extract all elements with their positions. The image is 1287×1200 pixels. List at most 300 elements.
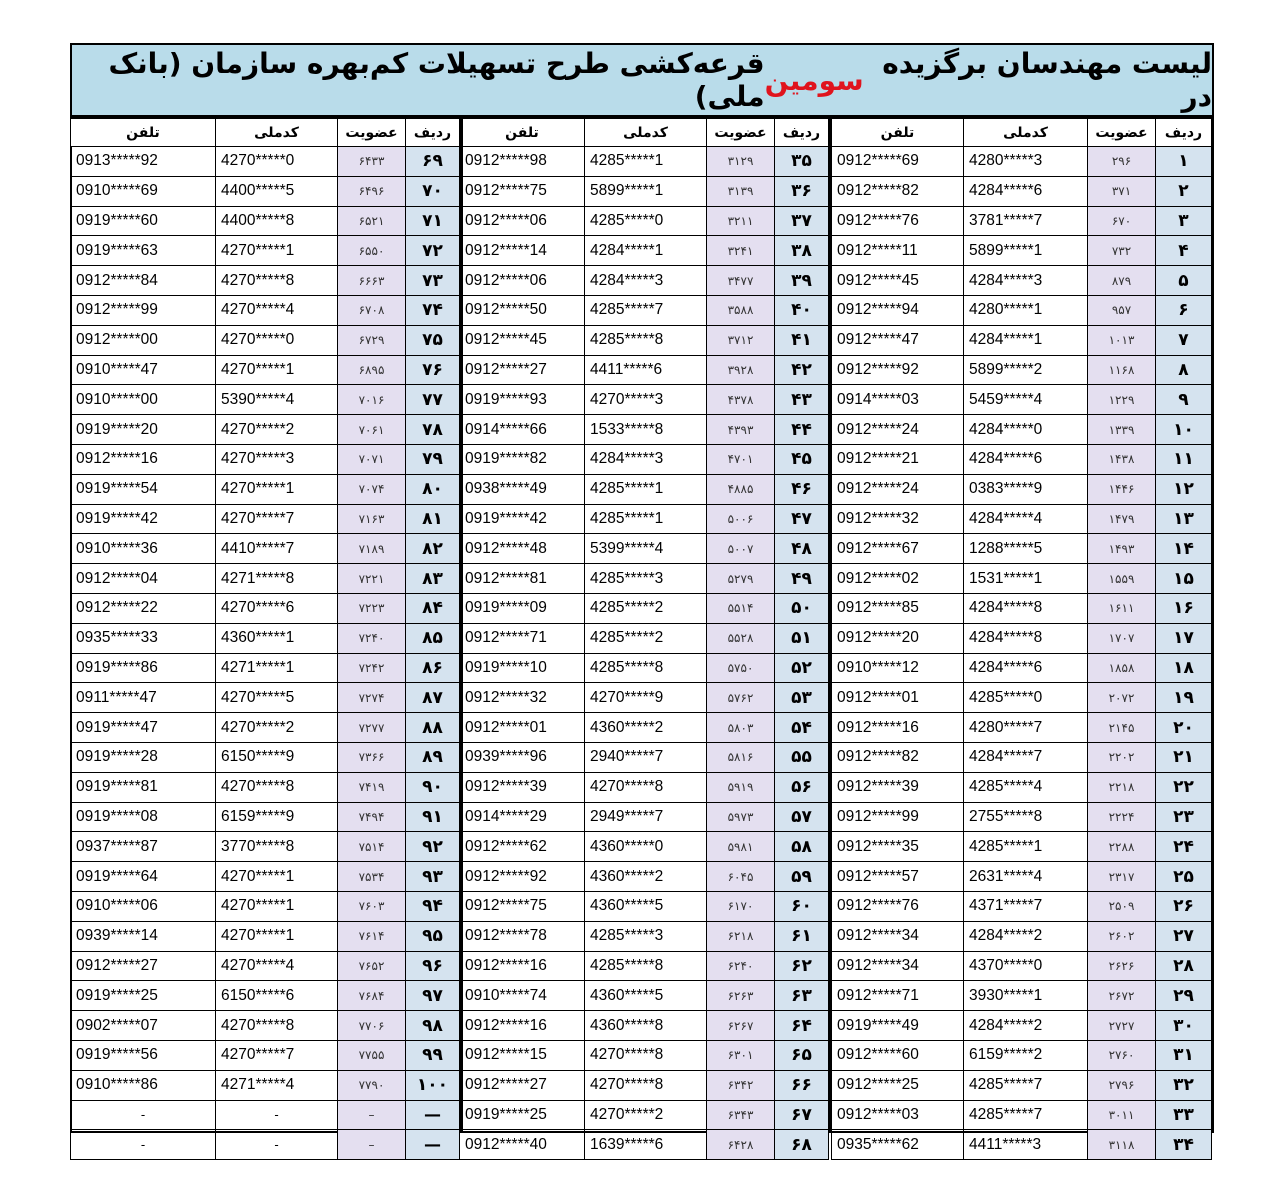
phone-cell: 0919*****60	[71, 206, 216, 236]
phone-cell: 0912*****06	[460, 206, 585, 236]
phone-cell: 0912*****84	[71, 266, 216, 296]
row-number-cell: ۵۸	[775, 832, 829, 862]
table-row	[832, 653, 1212, 683]
row-number-cell: ۲۳	[1156, 802, 1212, 832]
table-row	[832, 772, 1212, 802]
table-row	[460, 1040, 829, 1070]
table-row	[71, 832, 460, 862]
row-number-cell: ۸۱	[406, 504, 460, 534]
table-row	[71, 921, 460, 951]
row-number-cell: ۵۰	[775, 593, 829, 623]
row-number-cell: ۳۴	[1156, 1130, 1212, 1160]
table-row	[460, 236, 829, 266]
national-code-cell: 1533*****8	[585, 415, 707, 445]
row-number-cell: ۶۷	[775, 1100, 829, 1130]
national-code-cell: 4371*****7	[964, 891, 1088, 921]
phone-cell: 0912*****27	[460, 355, 585, 385]
row-number-cell: ۳	[1156, 206, 1212, 236]
national-code-cell: 4284*****6	[964, 444, 1088, 474]
membership-cell: ۹۵۷	[1088, 295, 1156, 325]
national-code-cell: 4285*****7	[964, 1070, 1088, 1100]
table-row	[460, 802, 829, 832]
membership-cell: ۳۱۱۸	[1088, 1130, 1156, 1160]
membership-cell: ۷۷۹۰	[338, 1070, 406, 1100]
membership-cell: –	[338, 1100, 406, 1130]
table-row	[832, 683, 1212, 713]
membership-cell: ۲۹۶	[1088, 147, 1156, 177]
phone-cell: -	[71, 1100, 216, 1130]
row-number-cell: ۳۰	[1156, 1011, 1212, 1041]
row-number-cell: ۱۶	[1156, 593, 1212, 623]
phone-cell: 0912*****71	[460, 623, 585, 653]
phone-cell: 0939*****96	[460, 742, 585, 772]
membership-cell: ۷۴۱۹	[338, 772, 406, 802]
national-code-cell: 4285*****8	[585, 653, 707, 683]
table-row	[460, 921, 829, 951]
table-row	[71, 295, 460, 325]
national-code-cell: 4270*****8	[216, 772, 338, 802]
table-row	[832, 534, 1212, 564]
phone-cell: 0919*****63	[71, 236, 216, 266]
phone-cell: 0919*****81	[71, 772, 216, 802]
phone-cell: 0912*****34	[832, 951, 964, 981]
phone-cell: 0919*****56	[71, 1040, 216, 1070]
table-row	[460, 981, 829, 1011]
header-row	[71, 119, 460, 147]
phone-cell: 0938*****49	[460, 474, 585, 504]
membership-cell: ۲۲۰۲	[1088, 742, 1156, 772]
national-code-cell: 4284*****6	[964, 653, 1088, 683]
table-row	[832, 147, 1212, 177]
phone-cell: 0912*****16	[832, 713, 964, 743]
row-number-cell: ۵۲	[775, 653, 829, 683]
membership-cell: ۳۹۲۸	[707, 355, 775, 385]
table-row	[460, 1130, 829, 1160]
row-number-cell: ۸۳	[406, 564, 460, 594]
row-number-cell: ۷	[1156, 325, 1212, 355]
row-number-cell: ۶۳	[775, 981, 829, 1011]
national-code-cell: 4270*****9	[585, 683, 707, 713]
row-number-cell: ۴۴	[775, 415, 829, 445]
row-number-cell: —	[406, 1100, 460, 1130]
winners-table	[459, 118, 829, 1160]
national-code-cell: 4360*****2	[585, 713, 707, 743]
phone-cell: 0919*****28	[71, 742, 216, 772]
row-number-cell: ۶۰	[775, 891, 829, 921]
row-number-cell: ۹۰	[406, 772, 460, 802]
membership-cell: ۲۰۷۲	[1088, 683, 1156, 713]
row-number-cell: ۶۵	[775, 1040, 829, 1070]
membership-cell: ۷۷۰۶	[338, 1011, 406, 1041]
row-number-cell: ۸۷	[406, 683, 460, 713]
row-number-cell: ۸۲	[406, 534, 460, 564]
membership-cell: ۶۲۶۷	[707, 1011, 775, 1041]
table-row	[71, 1130, 460, 1160]
phone-cell: 0912*****32	[832, 504, 964, 534]
table-row	[832, 862, 1212, 892]
membership-cell: ۷۰۱۶	[338, 385, 406, 415]
membership-cell: ۷۲۲۱	[338, 564, 406, 594]
national-code-cell: 5390*****4	[216, 385, 338, 415]
table-row	[832, 713, 1212, 743]
national-code-cell: 4270*****2	[216, 713, 338, 743]
phone-cell: 0912*****62	[460, 832, 585, 862]
table-row	[460, 1070, 829, 1100]
header-national-code: کدملی	[216, 119, 338, 147]
phone-cell: 0935*****62	[832, 1130, 964, 1160]
membership-cell: ۶۷۲۹	[338, 325, 406, 355]
national-code-cell: 4285*****2	[585, 623, 707, 653]
table-row	[71, 713, 460, 743]
table-blocks	[72, 118, 1212, 1155]
row-number-cell: ۹۷	[406, 981, 460, 1011]
phone-cell: 0912*****11	[832, 236, 964, 266]
table-row	[832, 1011, 1212, 1041]
table-row	[71, 415, 460, 445]
table-row	[460, 862, 829, 892]
row-number-cell: —	[406, 1130, 460, 1160]
phone-cell: 0902*****07	[71, 1011, 216, 1041]
national-code-cell: 4285*****0	[585, 206, 707, 236]
membership-cell: ۶۲۴۰	[707, 951, 775, 981]
table-row	[460, 832, 829, 862]
table-row	[832, 1070, 1212, 1100]
table-row	[460, 415, 829, 445]
membership-cell: ۶۰۴۵	[707, 862, 775, 892]
membership-cell: ۸۷۹	[1088, 266, 1156, 296]
membership-cell: ۲۵۰۹	[1088, 891, 1156, 921]
membership-cell: ۷۶۱۴	[338, 921, 406, 951]
membership-cell: ۶۸۹۵	[338, 355, 406, 385]
membership-cell: ۷۱۶۳	[338, 504, 406, 534]
phone-cell: 0910*****74	[460, 981, 585, 1011]
membership-cell: ۷۶۸۴	[338, 981, 406, 1011]
national-code-cell: 4280*****7	[964, 713, 1088, 743]
phone-cell: 0912*****32	[460, 683, 585, 713]
phone-cell: 0912*****67	[832, 534, 964, 564]
phone-cell: 0912*****06	[460, 266, 585, 296]
membership-cell: ۱۳۳۹	[1088, 415, 1156, 445]
national-code-cell: 4284*****8	[964, 593, 1088, 623]
national-code-cell: -	[216, 1100, 338, 1130]
table-row	[71, 266, 460, 296]
title-after: قرعه‌کشی طرح تسهیلات کم‌بهره سازمان (بانک ملی)	[108, 47, 765, 113]
row-number-cell: ۹۲	[406, 832, 460, 862]
national-code-cell: 4270*****2	[585, 1100, 707, 1130]
table-row	[460, 534, 829, 564]
row-number-cell: ۹۸	[406, 1011, 460, 1041]
membership-cell: ۶۱۷۰	[707, 891, 775, 921]
table-row	[832, 623, 1212, 653]
national-code-cell: 4271*****4	[216, 1070, 338, 1100]
membership-cell: ۷۵۱۴	[338, 832, 406, 862]
phone-cell: 0912*****45	[460, 325, 585, 355]
table-block-1	[832, 118, 1212, 1155]
row-number-cell: ۸	[1156, 355, 1212, 385]
row-number-cell: ۱۸	[1156, 653, 1212, 683]
membership-cell: ۵۸۱۶	[707, 742, 775, 772]
membership-cell: ۴۷۰۱	[707, 444, 775, 474]
phone-cell: 0937*****87	[71, 832, 216, 862]
table-row	[460, 444, 829, 474]
row-number-cell: ۳۶	[775, 176, 829, 206]
table-row	[71, 444, 460, 474]
phone-cell: 0912*****99	[71, 295, 216, 325]
phone-cell: 0912*****22	[71, 593, 216, 623]
table-row	[71, 385, 460, 415]
national-code-cell: 4284*****7	[964, 742, 1088, 772]
table-row	[71, 325, 460, 355]
phone-cell: 0912*****57	[832, 862, 964, 892]
national-code-cell: 4270*****7	[216, 1040, 338, 1070]
phone-cell: 0912*****27	[460, 1070, 585, 1100]
phone-cell: 0919*****64	[71, 862, 216, 892]
national-code-cell: 4270*****1	[216, 474, 338, 504]
row-number-cell: ۱۰	[1156, 415, 1212, 445]
phone-cell: 0912*****98	[460, 147, 585, 177]
phone-cell: 0912*****71	[832, 981, 964, 1011]
header-national-code: کدملی	[964, 119, 1088, 147]
row-number-cell: ۲۶	[1156, 891, 1212, 921]
membership-cell: ۲۱۴۵	[1088, 713, 1156, 743]
table-row	[832, 564, 1212, 594]
table-row	[71, 981, 460, 1011]
row-number-cell: ۲۲	[1156, 772, 1212, 802]
phone-cell: 0912*****82	[832, 176, 964, 206]
table-row	[460, 1100, 829, 1130]
membership-cell: ۷۷۵۵	[338, 1040, 406, 1070]
national-code-cell: 4271*****1	[216, 653, 338, 683]
national-code-cell: 4270*****0	[216, 325, 338, 355]
table-row	[460, 355, 829, 385]
phone-cell: 0912*****94	[832, 295, 964, 325]
phone-cell: 0912*****92	[460, 862, 585, 892]
membership-cell: ۶۲۶۳	[707, 981, 775, 1011]
national-code-cell: 4360*****8	[585, 1011, 707, 1041]
table-row	[71, 147, 460, 177]
membership-cell: ۵۷۵۰	[707, 653, 775, 683]
national-code-cell: 4370*****0	[964, 951, 1088, 981]
national-code-cell: 6159*****2	[964, 1040, 1088, 1070]
table-row	[460, 504, 829, 534]
membership-cell: ۷۵۳۴	[338, 862, 406, 892]
title-before: لیست مهندسان برگزیده در	[882, 47, 1212, 113]
table-row	[460, 951, 829, 981]
table-row	[460, 295, 829, 325]
table-block-2	[463, 118, 832, 1155]
national-code-cell: 5899*****2	[964, 355, 1088, 385]
national-code-cell: 4284*****3	[585, 444, 707, 474]
phone-cell: 0912*****81	[460, 564, 585, 594]
row-number-cell: ۹۵	[406, 921, 460, 951]
membership-cell: ۱۴۷۹	[1088, 504, 1156, 534]
national-code-cell: 2949*****7	[585, 802, 707, 832]
national-code-cell: 6150*****9	[216, 742, 338, 772]
table-row	[832, 832, 1212, 862]
phone-cell: 0912*****82	[832, 742, 964, 772]
membership-cell: ۶۷۰	[1088, 206, 1156, 236]
national-code-cell: 4411*****6	[585, 355, 707, 385]
membership-cell: ۳۱۳۹	[707, 176, 775, 206]
phone-cell: 0912*****39	[832, 772, 964, 802]
membership-cell: ۷۲۴۲	[338, 653, 406, 683]
membership-cell: ۲۳۱۷	[1088, 862, 1156, 892]
national-code-cell: 4400*****8	[216, 206, 338, 236]
phone-cell: 0912*****99	[832, 802, 964, 832]
row-number-cell: ۶۱	[775, 921, 829, 951]
membership-cell: ۳۲۴۱	[707, 236, 775, 266]
national-code-cell: 4285*****8	[585, 325, 707, 355]
row-number-cell: ۴۳	[775, 385, 829, 415]
table-row	[71, 355, 460, 385]
phone-cell: 0919*****47	[71, 713, 216, 743]
membership-cell: ۵۹۷۳	[707, 802, 775, 832]
membership-cell: ۷۰۶۱	[338, 415, 406, 445]
national-code-cell: 4284*****4	[964, 504, 1088, 534]
phone-cell: 0910*****36	[71, 534, 216, 564]
national-code-cell: 4285*****1	[585, 504, 707, 534]
row-number-cell: ۳۷	[775, 206, 829, 236]
membership-cell: ۶۲۱۸	[707, 921, 775, 951]
national-code-cell: 5459*****4	[964, 385, 1088, 415]
table-row	[460, 772, 829, 802]
row-number-cell: ۹	[1156, 385, 1212, 415]
membership-cell: ۳۷۱	[1088, 176, 1156, 206]
table-row	[71, 891, 460, 921]
phone-cell: 0912*****20	[832, 623, 964, 653]
row-number-cell: ۵۴	[775, 713, 829, 743]
phone-cell: 0919*****93	[460, 385, 585, 415]
table-row	[832, 206, 1212, 236]
membership-cell: ۳۷۱۲	[707, 325, 775, 355]
row-number-cell: ۱۹	[1156, 683, 1212, 713]
table-row	[832, 295, 1212, 325]
national-code-cell: 4400*****5	[216, 176, 338, 206]
row-number-cell: ۱۰۰	[406, 1070, 460, 1100]
phone-cell: -	[71, 1130, 216, 1160]
membership-cell: ۱۴۹۳	[1088, 534, 1156, 564]
table-row	[460, 1011, 829, 1041]
national-code-cell: 4270*****1	[216, 891, 338, 921]
row-number-cell: ۸۹	[406, 742, 460, 772]
national-code-cell: 4284*****8	[964, 623, 1088, 653]
winners-table	[831, 118, 1212, 1160]
row-number-cell: ۶	[1156, 295, 1212, 325]
national-code-cell: 0383*****9	[964, 474, 1088, 504]
national-code-cell: 4270*****3	[585, 385, 707, 415]
national-code-cell: 4410*****7	[216, 534, 338, 564]
table-row	[71, 653, 460, 683]
national-code-cell: 2940*****7	[585, 742, 707, 772]
table-row	[460, 147, 829, 177]
national-code-cell: 6159*****9	[216, 802, 338, 832]
table-row	[832, 593, 1212, 623]
table-row	[832, 444, 1212, 474]
phone-cell: 0912*****24	[832, 474, 964, 504]
row-number-cell: ۲۹	[1156, 981, 1212, 1011]
table-row	[832, 891, 1212, 921]
membership-cell: ۱۴۳۸	[1088, 444, 1156, 474]
row-number-cell: ۲۵	[1156, 862, 1212, 892]
row-number-cell: ۳۳	[1156, 1100, 1212, 1130]
phone-cell: 0935*****33	[71, 623, 216, 653]
header-membership: عضویت	[1088, 119, 1156, 147]
phone-cell: 0910*****69	[71, 176, 216, 206]
phone-cell: 0914*****66	[460, 415, 585, 445]
table-row	[71, 564, 460, 594]
table-row	[71, 951, 460, 981]
table-row	[460, 266, 829, 296]
row-number-cell: ۴۵	[775, 444, 829, 474]
row-number-cell: ۱۴	[1156, 534, 1212, 564]
national-code-cell: 4284*****3	[585, 266, 707, 296]
row-number-cell: ۴۷	[775, 504, 829, 534]
table-row	[71, 206, 460, 236]
table-row	[832, 981, 1212, 1011]
row-number-cell: ۵۳	[775, 683, 829, 713]
row-number-cell: ۲۰	[1156, 713, 1212, 743]
table-row	[832, 504, 1212, 534]
row-number-cell: ۴۸	[775, 534, 829, 564]
row-number-cell: ۲۴	[1156, 832, 1212, 862]
phone-cell: 0912*****14	[460, 236, 585, 266]
national-code-cell: 4360*****1	[216, 623, 338, 653]
national-code-cell: 4280*****1	[964, 295, 1088, 325]
table-row	[460, 206, 829, 236]
membership-cell: ۱۲۲۹	[1088, 385, 1156, 415]
table-row	[460, 683, 829, 713]
national-code-cell: 4270*****4	[216, 951, 338, 981]
phone-cell: 0912*****21	[832, 444, 964, 474]
phone-cell: 0912*****16	[460, 951, 585, 981]
row-number-cell: ۵۱	[775, 623, 829, 653]
phone-cell: 0919*****10	[460, 653, 585, 683]
row-number-cell: ۲۸	[1156, 951, 1212, 981]
phone-cell: 0912*****45	[832, 266, 964, 296]
row-number-cell: ۶۶	[775, 1070, 829, 1100]
table-row	[71, 623, 460, 653]
row-number-cell: ۴۹	[775, 564, 829, 594]
membership-cell: ۶۳۴۳	[707, 1100, 775, 1130]
membership-cell: ۷۰۷۴	[338, 474, 406, 504]
phone-cell: 0912*****76	[832, 891, 964, 921]
row-number-cell: ۶۲	[775, 951, 829, 981]
national-code-cell: 6150*****6	[216, 981, 338, 1011]
phone-cell: 0910*****00	[71, 385, 216, 415]
membership-cell: ۶۴۳۳	[338, 147, 406, 177]
membership-cell: ۱۸۵۸	[1088, 653, 1156, 683]
national-code-cell: 4270*****3	[216, 444, 338, 474]
membership-cell: ۳۱۲۹	[707, 147, 775, 177]
table-row	[832, 1040, 1212, 1070]
row-number-cell: ۸۸	[406, 713, 460, 743]
header-membership: عضویت	[707, 119, 775, 147]
table-row	[832, 415, 1212, 445]
table-row	[460, 891, 829, 921]
membership-cell: ۷۱۸۹	[338, 534, 406, 564]
table-row	[71, 802, 460, 832]
row-number-cell: ۹۱	[406, 802, 460, 832]
phone-cell: 0912*****60	[832, 1040, 964, 1070]
row-number-cell: ۴۶	[775, 474, 829, 504]
membership-cell: ۷۳۲	[1088, 236, 1156, 266]
membership-cell: ۱۰۱۳	[1088, 325, 1156, 355]
header-phone: تلفن	[460, 119, 585, 147]
row-number-cell: ۷۹	[406, 444, 460, 474]
membership-cell: ۴۳۷۸	[707, 385, 775, 415]
phone-cell: 0912*****92	[832, 355, 964, 385]
membership-cell: ۲۲۱۸	[1088, 772, 1156, 802]
